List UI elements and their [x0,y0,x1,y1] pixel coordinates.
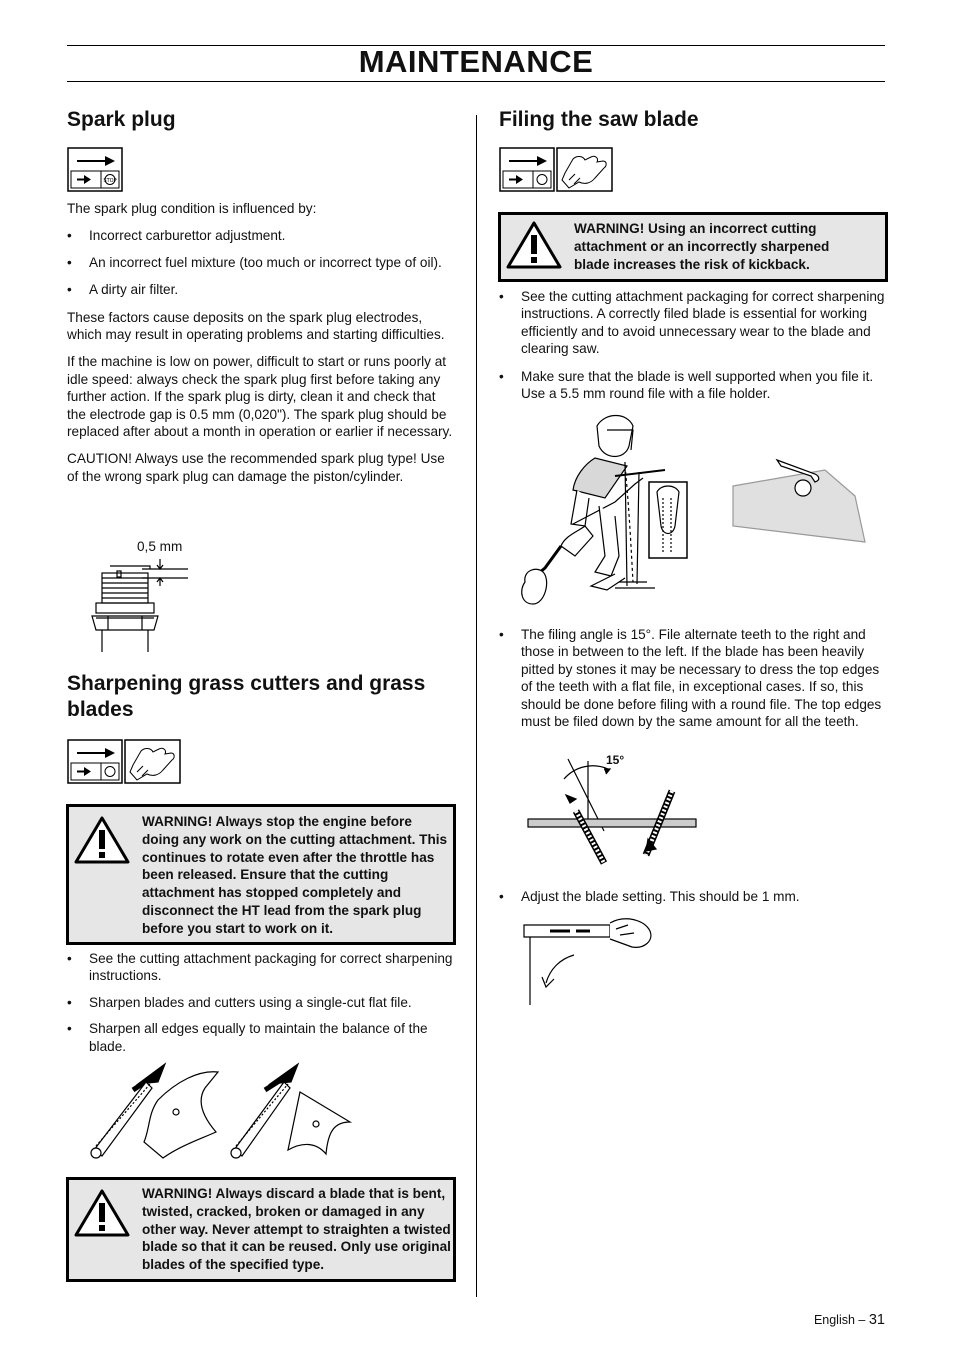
spark-plug-para1: These factors cause deposits on the spark plug electrodes, which may result in operating problems and starting difficulties. [67,309,445,343]
list-item: • See the cutting attachment packaging for correct sharpening instructions. A correctly filed blade is essential for working efficiently and to avoid unnecessary wear to the blade and clearing saw. [499,288,885,358]
spark-plug-caution: CAUTION! Always use the recommended spark plug type! Use of the wrong spark plug can damage the piston/cylinder. [67,451,445,484]
flat-file-sharpening-illustration [88,1062,363,1162]
spark-plug-body [67,200,455,485]
filing-heading-wrap [499,107,885,133]
footer-dash: – [858,1313,866,1327]
warning-triangle-icon [506,220,562,270]
svg-text:STOP: STOP [103,178,117,184]
list-item: • See the cutting attachment packaging for correct sharpening instructions. [67,950,455,985]
filing-angle-diagram [520,755,700,870]
spark-plug-illustration [88,556,198,656]
page-footer [814,1312,885,1328]
filing-heading: Filing the saw blade [499,108,699,131]
sharpening-heading-wrap [67,671,455,723]
list-item: • Incorrect carburettor adjustment. [67,227,455,244]
header-bottom-rule [67,81,885,82]
list-item: • A dirty air filter. [67,281,455,298]
warning-box-kickback [498,212,888,282]
warning-box-engine [66,804,456,945]
list-item: • An incorrect fuel mixture (too much or incorrect type of oil). [67,254,455,271]
angle-label: 15° [606,753,625,767]
list-item: • Make sure that the blade is well supported when you file it. Use a 5.5 mm round file with a file holder. [499,368,885,403]
filing-bullets [499,288,885,402]
spark-plug-heading: Spark plug [67,108,176,131]
sharpening-bullets [67,950,455,1055]
blade-setting-bullet-wrap [499,888,885,905]
blade-setting-illustration [520,915,660,1007]
warning-text-kickback: WARNING! Using an incorrect cutting attachment or an incorrectly sharpened blade increases the risk of kickback. [574,221,830,272]
warning-text-engine: WARNING! Always stop the engine before doing any work on the cutting attachment. This continues to rotate even after the throttle has been released. Ensure that the cutting attachment has stopped completely and disconnect the HT lead from the spark plug before you start to work on it. [142,814,448,936]
list-item: • Sharpen all edges equally to maintain the balance of the blade. [67,1020,455,1055]
gap-label: 0,5 mm [137,539,183,554]
warning-triangle-icon [74,815,130,865]
list-item: • Adjust the blade setting. This should be 1 mm. [499,888,885,905]
warning-box-discard-blade [66,1177,456,1282]
spark-plug-heading-wrap [67,107,455,133]
page-title: MAINTENANCE [358,44,594,79]
procedure-arrow-glove-icon [499,147,614,192]
spark-plug-para2: If the machine is low on power, difficult to start or runs poorly at idle speed: always check the spark plug first before taking any further action. If the spark plug is dirty, clean it and check that the electrode gap is 0.5 mm (0,020"). The spark plug should be replaced after about a month in operation or earlier if necessary. [67,354,453,440]
sharpening-heading: Sharpening grass cutters and grass blades [67,672,426,721]
procedure-arrow-icon [67,147,123,192]
list-item: • Sharpen blades and cutters using a single-cut flat file. [67,994,455,1011]
column-divider [476,115,477,1297]
spark-plug-intro: The spark plug condition is influenced by: [67,201,317,216]
warning-text-discard: WARNING! Always discard a blade that is bent, twisted, cracked, broken or damaged in any other way. Never attempt to straighten a twisted blade so that it can be reused. Only use original blades of the specified type. [142,1186,451,1273]
warning-triangle-icon [74,1188,130,1238]
filing-angle-bullet-wrap [499,626,885,730]
page-number: 31 [868,1312,885,1328]
footer-language: English [813,1313,855,1327]
procedure-arrow-glove-icon [67,739,182,784]
person-filing-blade-illustration [515,406,880,611]
list-item: • The filing angle is 15°. File alternate teeth to the right and those in between to the left. If the blade has been heavily pitted by stones it may be necessary to dress the top edges of the teeth with a flat file, in exceptional cases. If so, this should be done before filing with a round file. The top edges must be filed down by the same amount for all the teeth. [499,626,885,730]
